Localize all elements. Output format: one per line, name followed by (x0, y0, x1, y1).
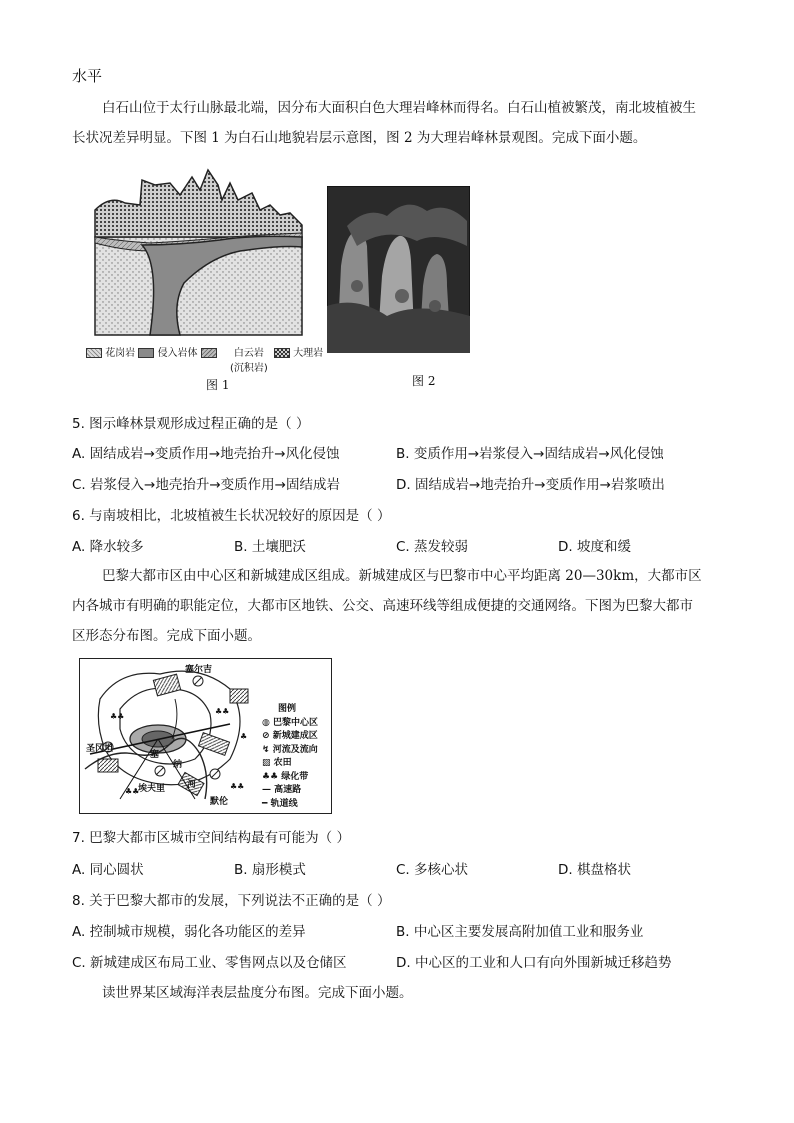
greenbelt-symbol: ♣♣ (262, 771, 279, 782)
map-label-southeast: 默伦 (210, 797, 229, 807)
figure-2-photo (327, 186, 470, 353)
question-7-option-a[interactable]: A. 同心圆状 (72, 862, 144, 878)
legend-dolomite-sublabel: (沉积岩) (230, 363, 268, 374)
map-legend-item-highway: — 高速路 (262, 785, 302, 795)
question-7-option-c[interactable]: C. 多核心状 (396, 862, 469, 878)
legend-dolomite-label: 白云岩 (233, 348, 264, 359)
legend-intrusive-label: 侵入岩体 (157, 348, 198, 359)
map-label-west: 圣冈坦 (86, 744, 114, 754)
question-8-option-d[interactable]: D. 中心区的工业和人口有向外围新城迁移趋势 (396, 955, 672, 971)
marble-swatch (274, 348, 290, 358)
question-5-option-d[interactable]: D. 固结成岩→地壳抬升→变质作用→岩浆喷出 (396, 477, 665, 493)
question-6-option-b[interactable]: B. 土壤肥沃 (234, 539, 306, 555)
farmland-symbol: ▨ (262, 758, 271, 768)
legend-marble-group (274, 344, 323, 359)
rail-symbol: ━ (262, 798, 268, 809)
svg-text:♣: ♣ (240, 732, 248, 741)
paris-map (79, 658, 332, 814)
question-7-option-b[interactable]: B. 扇形模式 (234, 862, 306, 878)
granite-swatch (86, 348, 102, 358)
question-8-option-a[interactable]: A. 控制城市规模，弱化各功能区的差异 (72, 924, 306, 940)
map-legend-item-greenbelt: ♣♣ 绿化带 (262, 771, 309, 782)
svg-text:♣♣: ♣♣ (215, 707, 230, 716)
legend-marble-label: 大理岩 (293, 348, 324, 359)
question-6-stem: 6. 与南坡相比，北坡植被生长状况较好的原因是（ ） (72, 508, 391, 524)
new-town-symbol: ⊘ (262, 731, 270, 741)
question-5-stem: 5. 图示峰林景观形成过程正确的是（ ） (72, 416, 310, 432)
question-6-option-c[interactable]: C. 蒸发较弱 (396, 539, 469, 555)
map-label-river-1: 纳 (173, 760, 183, 770)
section-heading: 水平 (72, 67, 103, 85)
center-area-symbol: ◍ (262, 717, 270, 728)
map-legend-item-farmland: ▨ 农田 (262, 758, 292, 768)
map-legend-item-rail: ━ 轨道线 (262, 798, 298, 809)
legend-dolomite-group (230, 344, 268, 374)
figure-1-caption: 图 1 (206, 378, 230, 392)
figure-2-caption: 图 2 (412, 374, 436, 388)
map-legend (262, 703, 318, 811)
river-symbol: ↯ (262, 744, 270, 755)
map-label-river-2: 河 (187, 780, 197, 790)
question-6-option-d[interactable]: D. 坡度和缓 (558, 539, 631, 555)
map-label-center: 塞 (150, 750, 160, 760)
map-legend-item-center: ◍ 巴黎中心区 (262, 717, 319, 728)
svg-text:♣♣: ♣♣ (230, 782, 245, 791)
map-legend-item-newtown: ⊘ 新城建成区 (262, 731, 318, 741)
question-8-option-b[interactable]: B. 中心区主要发展高附加值工业和服务业 (396, 924, 644, 940)
passage-3: 读世界某区域海洋表层盐度分布图。完成下面小题。 (102, 985, 413, 1001)
question-7-option-d[interactable]: D. 棋盘格状 (558, 862, 631, 878)
passage-1-line-1: 白石山位于太行山脉最北端，因分布大面积白色大理岩峰林而得名。白石山植被繁茂，南北坡植被生 (102, 100, 696, 116)
figure-1-legend (86, 344, 217, 359)
passage-2-line-1: 巴黎大都市区由中心区和新城建成区组成。新城建成区与巴黎市中心平均距离 20—30km，大都市区 (102, 568, 702, 584)
map-label-south: 埃夫里 (138, 784, 166, 794)
passage-2-line-2: 内各城市有明确的职能定位，大都市区地铁、公交、高速环线等组成便捷的交通网络。下图为巴黎大都市 (72, 598, 693, 614)
intrusive-swatch (138, 348, 154, 358)
svg-text:♣♣: ♣♣ (110, 712, 125, 721)
question-8-stem: 8. 关于巴黎大都市的发展，下列说法不正确的是（ ） (72, 893, 391, 909)
map-legend-item-river: ↯ 河流及流向 (262, 744, 318, 755)
map-legend-title: 图例 (278, 704, 297, 714)
passage-2-line-3: 区形态分布图。完成下面小题。 (72, 628, 261, 644)
question-8-option-c[interactable]: C. 新城建成区布局工业、零售网点以及仓储区 (72, 955, 347, 971)
legend-granite-label: 花岗岩 (105, 348, 136, 359)
question-6-option-a[interactable]: A. 降水较多 (72, 539, 144, 555)
svg-text:♣♣: ♣♣ (125, 787, 140, 796)
highway-symbol: — (262, 785, 271, 795)
figure-1-rock-diagram (80, 165, 315, 345)
question-5-option-a[interactable]: A. 固结成岩→变质作用→地壳抬升→风化侵蚀 (72, 446, 340, 462)
question-5-option-c[interactable]: C. 岩浆侵入→地壳抬升→变质作用→固结成岩 (72, 477, 340, 493)
passage-1-line-2: 长状况差异明显。下图 1 为白石山地貌岩层示意图，图 2 为大理岩峰林景观图。完成下面小题。 (72, 130, 647, 146)
dolomite-swatch (201, 348, 217, 358)
question-5-option-b[interactable]: B. 变质作用→岩浆侵入→固结成岩→风化侵蚀 (396, 446, 664, 462)
map-label-north: 塞尔吉 (185, 665, 213, 675)
question-7-stem: 7. 巴黎大都市区城市空间结构最有可能为（ ） (72, 830, 350, 846)
